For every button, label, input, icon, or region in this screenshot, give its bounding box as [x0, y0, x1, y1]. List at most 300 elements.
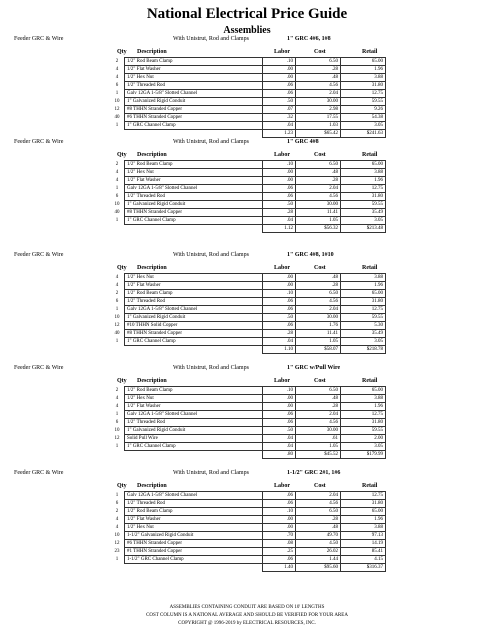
- retail-cell: 59.55: [341, 98, 386, 106]
- column-header-qty: Qty: [117, 483, 127, 489]
- qty-cell: 40: [114, 115, 120, 120]
- cost-cell: 6.50: [296, 387, 341, 395]
- description-cell: #6 THHN Stranded Copper: [125, 540, 263, 548]
- qty-cell: 1: [115, 218, 119, 223]
- retail-cell: 5.30: [341, 322, 386, 330]
- labor-cell: .08: [263, 540, 296, 548]
- footer-line: ASSEMBLIES CONTAINING CONDUIT ARE BASED ON 10' LENGTHS: [169, 605, 325, 610]
- cost-cell: 6.50: [296, 58, 341, 66]
- table-row: [110, 193, 386, 201]
- qty-cell: 1: [115, 186, 119, 191]
- table-row: [110, 556, 386, 564]
- description-cell: 1/2" Rod Beam Clamp: [125, 290, 263, 298]
- retail-cell: 65.00: [341, 161, 386, 169]
- retail-cell: 3.88: [341, 169, 386, 177]
- labor-cell: .06: [263, 500, 296, 508]
- qty-cell: 6: [115, 299, 119, 304]
- retail-cell: 31.80: [341, 193, 386, 201]
- column-header-labor: Labor: [274, 265, 291, 271]
- section-category: Feeder GRC & Wire: [14, 252, 64, 258]
- column-header-retail: Retail: [362, 378, 378, 384]
- qty-cell: 1: [115, 307, 119, 312]
- cost-cell: 2.04: [296, 411, 341, 419]
- cost-cell: .28: [296, 66, 341, 74]
- labor-cell: .70: [263, 532, 296, 540]
- table-row: [110, 90, 386, 98]
- total-labor: 1.12: [263, 225, 296, 233]
- column-header-labor: Labor: [274, 152, 291, 158]
- description-cell: 1/2" Hex Nut: [125, 524, 263, 532]
- qty-cell: 4: [115, 404, 119, 409]
- retail-cell: 65.00: [341, 387, 386, 395]
- labor-cell: .00: [263, 395, 296, 403]
- retail-cell: 97.13: [341, 532, 386, 540]
- retail-cell: 59.55: [341, 314, 386, 322]
- column-header-cost: Cost: [314, 152, 326, 158]
- qty-cell: 23: [114, 549, 120, 554]
- retail-cell: 65.00: [341, 290, 386, 298]
- description-cell: #8 THHN Stranded Copper: [125, 209, 263, 217]
- total-cost: $56.32: [296, 225, 341, 233]
- section-assembly-name: 1" GRC 4#6, 1#8: [287, 36, 331, 42]
- cost-cell: .48: [296, 524, 341, 532]
- retail-cell: 31.80: [341, 82, 386, 90]
- cost-cell: 30.00: [296, 314, 341, 322]
- description-cell: #1 THHN Stranded Copper: [125, 548, 263, 556]
- description-cell: 1/2" Flat Washer: [125, 403, 263, 411]
- retail-cell: 3.88: [341, 524, 386, 532]
- retail-cell: 12.75: [341, 90, 386, 98]
- blank-cell: [125, 451, 263, 459]
- qty-cell: 12: [114, 323, 120, 328]
- cost-cell: 2.98: [296, 106, 341, 114]
- description-cell: 1/2" Hex Nut: [125, 395, 263, 403]
- labor-cell: .06: [263, 306, 296, 314]
- description-cell: #8 THHN Stranded Copper: [125, 106, 263, 114]
- cost-cell: 1.44: [296, 556, 341, 564]
- table-row: [110, 427, 386, 435]
- section-method: With Unistrut, Rod and Clamps: [173, 36, 249, 42]
- retail-cell: 1.96: [341, 516, 386, 524]
- page-title: National Electrical Price Guide: [146, 6, 348, 22]
- description-cell: #6 THHN Stranded Copper: [125, 114, 263, 122]
- table-row: [110, 500, 386, 508]
- table-row: [110, 161, 386, 169]
- labor-cell: .00: [263, 177, 296, 185]
- column-header-cost: Cost: [314, 265, 326, 271]
- table-row: [110, 524, 386, 532]
- qty-cell: 40: [114, 210, 120, 215]
- qty-cell: 1: [115, 493, 119, 498]
- section-assembly-name: 1" GRC 4#8: [287, 139, 319, 145]
- description-cell: 1" Galvanized Rigid Conduit: [125, 201, 263, 209]
- section-method: With Unistrut, Rod and Clamps: [173, 139, 249, 145]
- column-header-retail: Retail: [362, 49, 378, 55]
- column-header-cost: Cost: [314, 483, 326, 489]
- description-cell: 1" GRC Channel Clamp: [125, 217, 263, 225]
- labor-cell: .04: [263, 435, 296, 443]
- retail-cell: 12.75: [341, 306, 386, 314]
- column-header-retail: Retail: [362, 152, 378, 158]
- total-labor: 1.10: [263, 346, 296, 354]
- total-row: [110, 130, 386, 138]
- qty-cell: 4: [115, 396, 119, 401]
- column-header-qty: Qty: [117, 378, 127, 384]
- column-headers: [0, 152, 494, 160]
- labor-cell: .10: [263, 290, 296, 298]
- table-row: [110, 435, 386, 443]
- description-cell: 1/2" Flat Washer: [125, 66, 263, 74]
- qty-cell: 10: [114, 99, 120, 104]
- column-headers: [0, 378, 494, 386]
- retail-cell: 1.96: [341, 282, 386, 290]
- labor-cell: .50: [263, 98, 296, 106]
- qty-cell: 10: [114, 202, 120, 207]
- qty-cell: 4: [115, 170, 119, 175]
- column-header-retail: Retail: [362, 483, 378, 489]
- qty-cell: 12: [114, 107, 120, 112]
- retail-cell: 31.80: [341, 419, 386, 427]
- table-row: [110, 338, 386, 346]
- qty-cell: 2: [115, 291, 119, 296]
- column-header-description: Description: [137, 265, 167, 271]
- table-row: [110, 492, 386, 500]
- cost-cell: .48: [296, 274, 341, 282]
- description-cell: 1" GRC Channel Clamp: [125, 443, 263, 451]
- description-cell: 1/2" Rod Beam Clamp: [125, 161, 263, 169]
- retail-cell: 12.75: [341, 492, 386, 500]
- labor-cell: .28: [263, 330, 296, 338]
- description-cell: 1" Galvanized Rigid Conduit: [125, 427, 263, 435]
- cost-cell: .28: [296, 516, 341, 524]
- description-cell: 1/2" Threaded Rod: [125, 500, 263, 508]
- column-header-description: Description: [137, 378, 167, 384]
- table-row: [110, 282, 386, 290]
- blank-cell: [110, 564, 125, 572]
- labor-cell: .00: [263, 516, 296, 524]
- qty-cell: 4: [115, 178, 119, 183]
- cost-cell: 17.55: [296, 114, 341, 122]
- cost-cell: 4.50: [296, 540, 341, 548]
- cost-cell: 26.02: [296, 548, 341, 556]
- labor-cell: .06: [263, 419, 296, 427]
- description-cell: Galv 12GA 1-5/8" Slotted Channel: [125, 492, 263, 500]
- total-retail: $218.78: [341, 346, 386, 354]
- table-row: [110, 387, 386, 395]
- qty-cell: 1: [115, 91, 119, 96]
- qty-cell: 4: [115, 67, 119, 72]
- total-row: [110, 451, 386, 459]
- table-row: [110, 314, 386, 322]
- cost-cell: 6.50: [296, 508, 341, 516]
- total-cost: $45.52: [296, 451, 341, 459]
- description-cell: 1/2" Rod Beam Clamp: [125, 508, 263, 516]
- table-row: [110, 395, 386, 403]
- retail-cell: 3.05: [341, 338, 386, 346]
- cost-cell: .48: [296, 395, 341, 403]
- table-row: [110, 443, 386, 451]
- table-row: [110, 532, 386, 540]
- description-cell: 1/2" Hex Nut: [125, 74, 263, 82]
- total-row: [110, 346, 386, 354]
- labor-cell: .00: [263, 524, 296, 532]
- column-header-labor: Labor: [274, 378, 291, 384]
- description-cell: 1/2" Rod Beam Clamp: [125, 387, 263, 395]
- labor-cell: .32: [263, 114, 296, 122]
- description-cell: 1/2" Hex Nut: [125, 274, 263, 282]
- section-assembly-name: 1-1/2" GRC 2#1, 1#6: [287, 470, 341, 476]
- column-header-description: Description: [137, 49, 167, 55]
- labor-cell: .04: [263, 122, 296, 130]
- retail-cell: 54.38: [341, 114, 386, 122]
- qty-cell: 6: [115, 194, 119, 199]
- table-row: [110, 106, 386, 114]
- table-row: [110, 516, 386, 524]
- description-cell: Galv 12GA 1-5/8" Slotted Channel: [125, 90, 263, 98]
- qty-cell: 10: [114, 315, 120, 320]
- labor-cell: .06: [263, 90, 296, 98]
- description-cell: 1-1/2" Galvanized Rigid Conduit: [125, 532, 263, 540]
- qty-cell: 2: [115, 59, 119, 64]
- description-cell: #10 THHN Solid Copper: [125, 322, 263, 330]
- qty-cell: 6: [115, 420, 119, 425]
- total-retail: $316.37: [341, 564, 386, 572]
- items-table: [110, 160, 386, 233]
- qty-cell: 1: [115, 412, 119, 417]
- qty-cell: 1: [115, 444, 119, 449]
- blank-cell: [125, 130, 263, 138]
- total-row: [110, 564, 386, 572]
- qty-cell: 4: [115, 75, 119, 80]
- total-labor: 1.40: [263, 564, 296, 572]
- column-headers: [0, 483, 494, 491]
- table-row: [110, 548, 386, 556]
- labor-cell: .10: [263, 387, 296, 395]
- retail-cell: 3.05: [341, 122, 386, 130]
- cost-cell: 4.56: [296, 419, 341, 427]
- table-row: [110, 169, 386, 177]
- cost-cell: 30.00: [296, 98, 341, 106]
- labor-cell: .10: [263, 58, 296, 66]
- table-row: [110, 209, 386, 217]
- table-row: [110, 201, 386, 209]
- cost-cell: 4.56: [296, 298, 341, 306]
- labor-cell: .06: [263, 322, 296, 330]
- description-cell: 1-1/2" GRC Channel Clamp: [125, 556, 263, 564]
- description-cell: 1/2" Flat Washer: [125, 516, 263, 524]
- cost-cell: 2.04: [296, 492, 341, 500]
- labor-cell: .00: [263, 74, 296, 82]
- cost-cell: .28: [296, 403, 341, 411]
- labor-cell: .50: [263, 201, 296, 209]
- table-row: [110, 306, 386, 314]
- table-row: [110, 217, 386, 225]
- labor-cell: .00: [263, 169, 296, 177]
- total-labor: 1.23: [263, 130, 296, 138]
- description-cell: #8 THHN Stranded Copper: [125, 330, 263, 338]
- labor-cell: .06: [263, 411, 296, 419]
- total-cost: $58.07: [296, 346, 341, 354]
- column-header-labor: Labor: [274, 483, 291, 489]
- column-header-description: Description: [137, 483, 167, 489]
- retail-cell: 35.49: [341, 209, 386, 217]
- cost-cell: 11.41: [296, 209, 341, 217]
- labor-cell: .00: [263, 274, 296, 282]
- qty-cell: 6: [115, 83, 119, 88]
- blank-cell: [110, 225, 125, 233]
- labor-cell: .06: [263, 185, 296, 193]
- section-assembly-name: 1" GRC 4#8, 1#10: [287, 252, 334, 258]
- retail-cell: 4.15: [341, 556, 386, 564]
- retail-cell: 3.05: [341, 443, 386, 451]
- description-cell: 1" GRC Channel Clamp: [125, 122, 263, 130]
- table-row: [110, 290, 386, 298]
- cost-cell: 1.05: [296, 217, 341, 225]
- retail-cell: 65.00: [341, 58, 386, 66]
- cost-cell: .48: [296, 169, 341, 177]
- column-headers: [0, 49, 494, 57]
- footer-line: COPYRIGHT @ 1996-2019 by ELECTRICAL RESOURCES, INC.: [178, 621, 316, 626]
- description-cell: 1" Galvanized Rigid Conduit: [125, 314, 263, 322]
- qty-cell: 1: [115, 123, 119, 128]
- section-header: [14, 139, 480, 149]
- retail-cell: 3.88: [341, 74, 386, 82]
- retail-cell: 3.88: [341, 395, 386, 403]
- column-header-description: Description: [137, 152, 167, 158]
- labor-cell: .00: [263, 66, 296, 74]
- description-cell: 1/2" Flat Washer: [125, 282, 263, 290]
- table-row: [110, 58, 386, 66]
- description-cell: 1/2" Hex Nut: [125, 169, 263, 177]
- qty-cell: 4: [115, 275, 119, 280]
- cost-cell: 30.00: [296, 427, 341, 435]
- labor-cell: .10: [263, 508, 296, 516]
- cost-cell: 49.70: [296, 532, 341, 540]
- labor-cell: .04: [263, 217, 296, 225]
- blank-cell: [110, 130, 125, 138]
- table-row: [110, 403, 386, 411]
- section-method: With Unistrut, Rod and Clamps: [173, 365, 249, 371]
- qty-cell: 2: [115, 388, 119, 393]
- retail-cell: 12.75: [341, 411, 386, 419]
- retail-cell: 3.05: [341, 217, 386, 225]
- table-row: [110, 274, 386, 282]
- section-header: [14, 470, 480, 480]
- table-row: [110, 98, 386, 106]
- description-cell: 1/2" Threaded Rod: [125, 82, 263, 90]
- table-row: [110, 298, 386, 306]
- description-cell: Galv 12GA 1-5/8" Slotted Channel: [125, 185, 263, 193]
- labor-cell: .04: [263, 443, 296, 451]
- table-row: [110, 122, 386, 130]
- labor-cell: .07: [263, 106, 296, 114]
- retail-cell: 85.41: [341, 548, 386, 556]
- table-row: [110, 411, 386, 419]
- table-row: [110, 185, 386, 193]
- column-header-qty: Qty: [117, 49, 127, 55]
- cost-cell: 1.03: [296, 122, 341, 130]
- table-row: [110, 177, 386, 185]
- description-cell: 1" GRC Channel Clamp: [125, 338, 263, 346]
- qty-cell: 4: [115, 517, 119, 522]
- cost-cell: 1.05: [296, 338, 341, 346]
- table-row: [110, 330, 386, 338]
- section-category: Feeder GRC & Wire: [14, 365, 64, 371]
- total-cost: $65.42: [296, 130, 341, 138]
- footer-line: COST COLUMN IS A NATIONAL AVERAGE AND SHOULD BE VERIFIED FOR YOUR AREA: [146, 613, 348, 618]
- table-row: [110, 419, 386, 427]
- section-category: Feeder GRC & Wire: [14, 36, 64, 42]
- table-row: [110, 82, 386, 90]
- qty-cell: 4: [115, 525, 119, 530]
- labor-cell: .50: [263, 314, 296, 322]
- total-cost: $95.60: [296, 564, 341, 572]
- table-row: [110, 114, 386, 122]
- cost-cell: 2.04: [296, 90, 341, 98]
- column-header-qty: Qty: [117, 152, 127, 158]
- section-method: With Unistrut, Rod and Clamps: [173, 470, 249, 476]
- cost-cell: 4.56: [296, 193, 341, 201]
- items-table: [110, 386, 386, 459]
- blank-cell: [125, 564, 263, 572]
- cost-cell: 6.50: [296, 290, 341, 298]
- table-row: [110, 74, 386, 82]
- description-cell: 1/2" Threaded Rod: [125, 298, 263, 306]
- qty-cell: 10: [114, 533, 120, 538]
- labor-cell: .06: [263, 492, 296, 500]
- description-cell: 1/2" Threaded Rod: [125, 193, 263, 201]
- qty-cell: 10: [114, 428, 120, 433]
- cost-cell: 2.04: [296, 185, 341, 193]
- section-header: [14, 365, 480, 375]
- retail-cell: 9.26: [341, 106, 386, 114]
- labor-cell: .06: [263, 298, 296, 306]
- cost-cell: 6.50: [296, 161, 341, 169]
- retail-cell: 1.96: [341, 66, 386, 74]
- qty-cell: 1: [115, 557, 119, 562]
- labor-cell: .00: [263, 282, 296, 290]
- table-row: [110, 322, 386, 330]
- column-header-cost: Cost: [314, 49, 326, 55]
- cost-cell: .28: [296, 282, 341, 290]
- column-header-qty: Qty: [117, 265, 127, 271]
- qty-cell: 2: [115, 162, 119, 167]
- qty-cell: 2: [115, 509, 119, 514]
- retail-cell: 12.75: [341, 185, 386, 193]
- qty-cell: 40: [114, 331, 120, 336]
- cost-cell: 4.56: [296, 82, 341, 90]
- section-header: [14, 252, 480, 262]
- blank-cell: [110, 451, 125, 459]
- retail-cell: 14.19: [341, 540, 386, 548]
- section-category: Feeder GRC & Wire: [14, 139, 64, 145]
- section-assembly-name: 1" GRC w/Pull Wire: [287, 365, 341, 371]
- column-headers: [0, 265, 494, 273]
- description-cell: Galv 12GA 1-5/8" Slotted Channel: [125, 411, 263, 419]
- total-labor: .80: [263, 451, 296, 459]
- cost-cell: 2.04: [296, 306, 341, 314]
- cost-cell: 4.56: [296, 500, 341, 508]
- labor-cell: .06: [263, 556, 296, 564]
- blank-cell: [110, 346, 125, 354]
- column-header-labor: Labor: [274, 49, 291, 55]
- labor-cell: .50: [263, 427, 296, 435]
- description-cell: 1/2" Threaded Rod: [125, 419, 263, 427]
- total-retail: $241.63: [341, 130, 386, 138]
- page-subtitle: Assemblies: [223, 25, 271, 36]
- labor-cell: .25: [263, 548, 296, 556]
- labor-cell: .06: [263, 193, 296, 201]
